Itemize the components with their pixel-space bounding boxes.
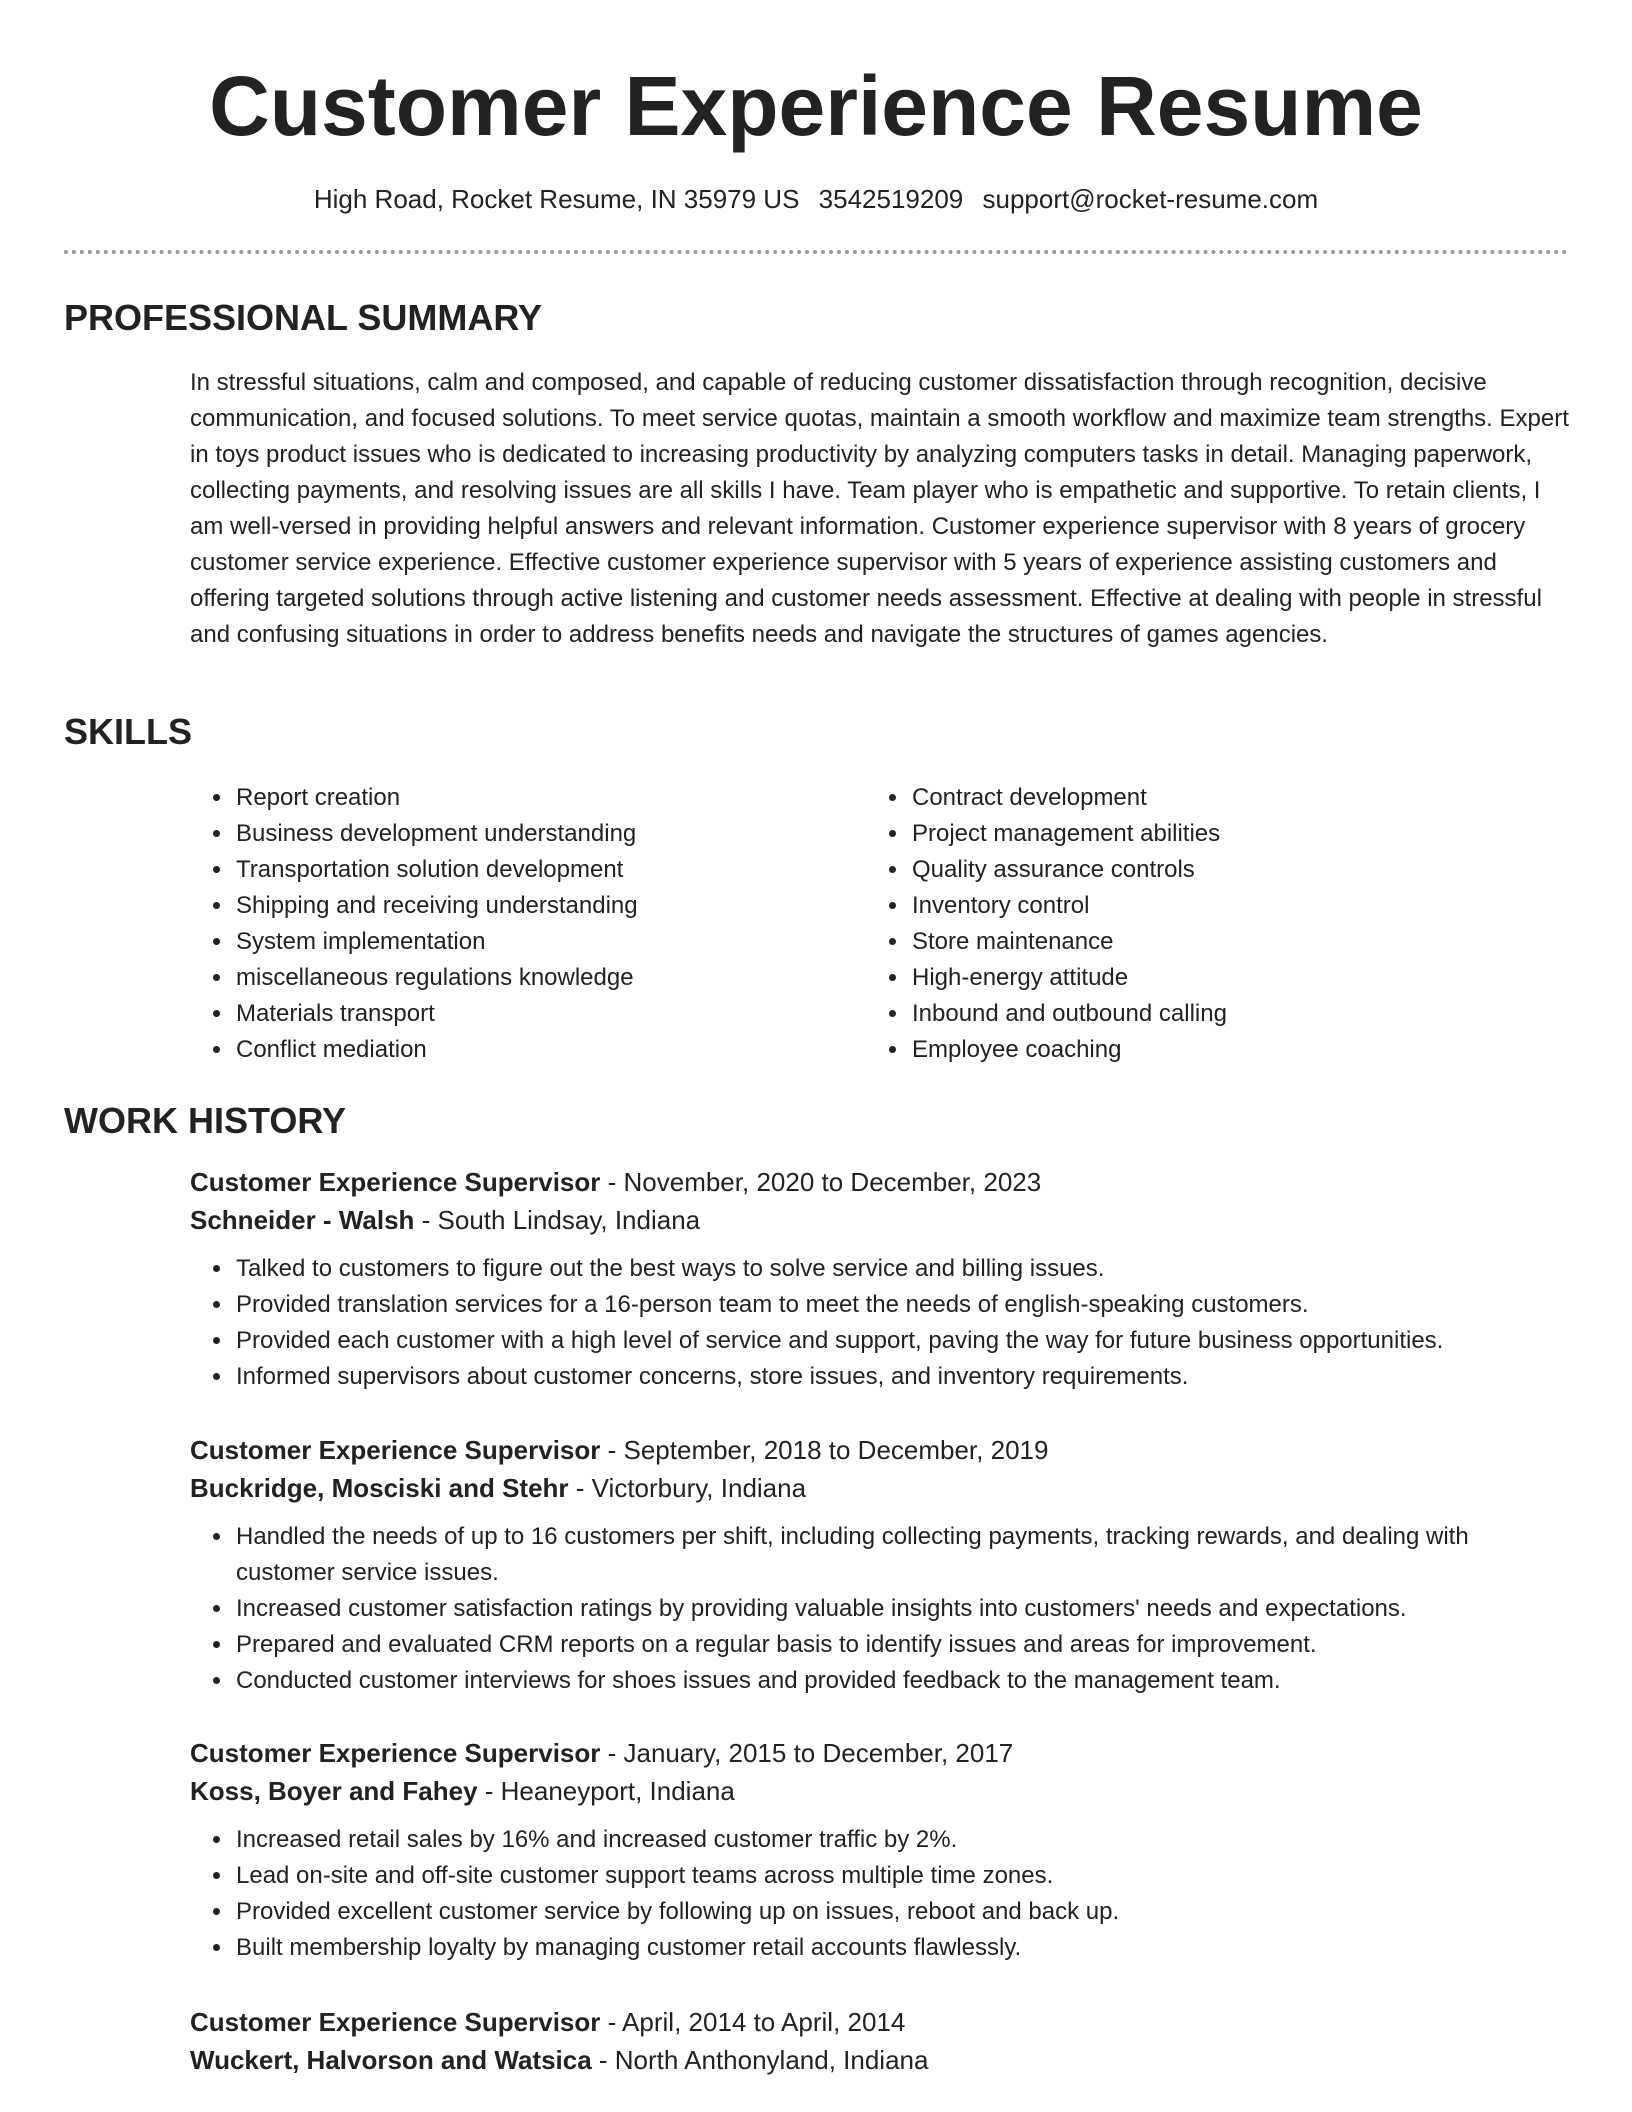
header-divider bbox=[64, 250, 1568, 254]
skill-item: • Business development understanding bbox=[234, 816, 854, 852]
job-company-line bbox=[190, 1469, 1570, 1507]
job-location: - Victorbury, Indiana bbox=[568, 1473, 807, 1503]
resume-title: Customer Experience Resume bbox=[209, 59, 1423, 153]
skill-item: • Employee coaching bbox=[910, 1032, 1530, 1068]
job-location: - North Anthonyland, Indiana bbox=[591, 2045, 929, 2075]
job-bullet: • Increased customer satisfaction ratings by providing valuable insights into customers' needs and expectations. bbox=[234, 1591, 1570, 1627]
job-title-line bbox=[190, 1431, 1570, 1469]
skill-item: • Inbound and outbound calling bbox=[910, 996, 1530, 1032]
job-title-line bbox=[190, 2003, 1570, 2041]
job-entry bbox=[190, 1163, 1570, 1395]
job-bullet: • Increased retail sales by 16% and increased customer traffic by 2%. bbox=[234, 1822, 1570, 1858]
job-title-line bbox=[190, 1734, 1570, 1772]
contact-email: support@rocket-resume.com bbox=[982, 184, 1319, 214]
skill-item: • Conflict mediation bbox=[234, 1032, 854, 1068]
job-title: Customer Experience Supervisor bbox=[190, 1167, 601, 1197]
skill-item: • Contract development bbox=[910, 780, 1530, 816]
contact-line bbox=[0, 182, 1632, 216]
skill-item: • System implementation bbox=[234, 924, 854, 960]
skill-item: • Store maintenance bbox=[910, 924, 1530, 960]
job-entry bbox=[190, 1431, 1570, 1699]
skill-item: • Quality assurance controls bbox=[910, 852, 1530, 888]
job-title: Customer Experience Supervisor bbox=[190, 1435, 601, 1465]
job-dates: - January, 2015 to December, 2017 bbox=[600, 1738, 1014, 1768]
job-company-line bbox=[190, 1772, 1570, 1810]
job-bullet: • Conducted customer interviews for shoes issues and provided feedback to the management team. bbox=[234, 1663, 1570, 1699]
job-entry bbox=[190, 1734, 1570, 1966]
work-history-heading: WORK HISTORY bbox=[64, 1100, 347, 1141]
skill-item: • Report creation bbox=[234, 780, 854, 816]
job-bullets bbox=[190, 1251, 1570, 1395]
job-company: Schneider - Walsh bbox=[190, 1205, 415, 1235]
job-dates: - November, 2020 to December, 2023 bbox=[600, 1167, 1042, 1197]
summary-text: In stressful situations, calm and composed, and capable of reducing customer dissatisfaction through recognition, decisive communication, and focused solutions. To meet service quotas, maintain a smooth workflow and maximize team strengths. Expert in toys product issues who is dedicated to increasing productivity by analyzing computers tasks in detail. Managing paperwork, collecting payments, and resolving issues are all skills I have. Team player who is empathetic and supportive. To retain clients, I am well-versed in providing helpful answers and relevant information. Customer experience supervisor with 8 years of grocery customer service experience. Effective customer experience supervisor with 5 years of experience assisting customers and offering targeted solutions through active listening and customer needs assessment. Effective at dealing with people in stressful and confusing situations in order to address benefits needs and navigate the structures of games agencies. bbox=[190, 369, 1569, 648]
skill-item: • Project management abilities bbox=[910, 816, 1530, 852]
job-company: Koss, Boyer and Fahey bbox=[190, 1776, 478, 1806]
job-bullet: • Informed supervisors about customer concerns, store issues, and inventory requirements. bbox=[234, 1359, 1570, 1395]
job-company-line bbox=[190, 1201, 1570, 1239]
job-location: - South Lindsay, Indiana bbox=[414, 1205, 701, 1235]
job-dates: - September, 2018 to December, 2019 bbox=[600, 1435, 1049, 1465]
job-location: - Heaneyport, Indiana bbox=[477, 1776, 735, 1806]
job-bullets bbox=[190, 1822, 1570, 1966]
job-bullet: • Provided each customer with a high level of service and support, paving the way for future business opportunities. bbox=[234, 1323, 1570, 1359]
skill-item: • High-energy attitude bbox=[910, 960, 1530, 996]
skills-list-right bbox=[866, 780, 1530, 1068]
job-company-line bbox=[190, 2041, 1570, 2079]
job-bullet: • Talked to customers to figure out the best ways to solve service and billing issues. bbox=[234, 1251, 1570, 1287]
skills-heading: SKILLS bbox=[64, 711, 193, 752]
job-company: Wuckert, Halvorson and Watsica bbox=[190, 2045, 592, 2075]
skill-item: • miscellaneous regulations knowledge bbox=[234, 960, 854, 996]
job-title-line bbox=[190, 1163, 1570, 1201]
job-bullet: • Prepared and evaluated CRM reports on a regular basis to identify issues and areas for improvement. bbox=[234, 1627, 1570, 1663]
skill-item: • Shipping and receiving understanding bbox=[234, 888, 854, 924]
job-bullet: • Built membership loyalty by managing customer retail accounts flawlessly. bbox=[234, 1930, 1570, 1966]
contact-phone: 3542519209 bbox=[818, 184, 964, 214]
job-bullet: • Provided excellent customer service by following up on issues, reboot and back up. bbox=[234, 1894, 1570, 1930]
contact-address: High Road, Rocket Resume, IN 35979 US bbox=[313, 184, 800, 214]
job-bullet: • Lead on-site and off-site customer support teams across multiple time zones. bbox=[234, 1858, 1570, 1894]
job-dates: - April, 2014 to April, 2014 bbox=[600, 2007, 906, 2037]
job-company: Buckridge, Mosciski and Stehr bbox=[190, 1473, 569, 1503]
job-title: Customer Experience Supervisor bbox=[190, 1738, 601, 1768]
job-bullet: • Provided translation services for a 16-person team to meet the needs of english-speaking customers. bbox=[234, 1287, 1570, 1323]
job-bullet: • Handled the needs of up to 16 customers per shift, including collecting payments, tracking rewards, and dealing with customer service issues. bbox=[234, 1519, 1570, 1591]
job-bullets bbox=[190, 1519, 1570, 1699]
skill-item: • Inventory control bbox=[910, 888, 1530, 924]
job-entry bbox=[190, 2003, 1570, 2079]
skills-list-left bbox=[190, 780, 854, 1068]
skill-item: • Transportation solution development bbox=[234, 852, 854, 888]
job-title: Customer Experience Supervisor bbox=[190, 2007, 601, 2037]
skill-item: • Materials transport bbox=[234, 996, 854, 1032]
summary-heading: PROFESSIONAL SUMMARY bbox=[64, 297, 543, 338]
